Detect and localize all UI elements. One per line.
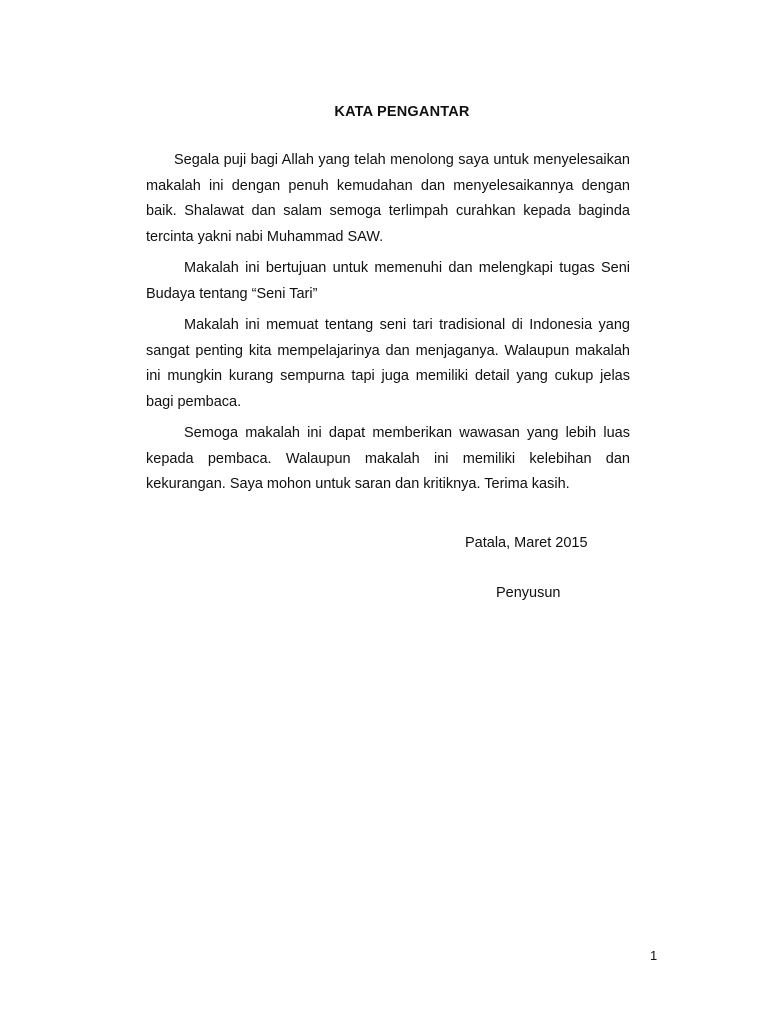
paragraph-3: Makalah ini memuat tentang seni tari tradisional di Indonesia yang sangat penting kita mempelajarinya dan menjaganya. Walaupun makalah ini mungkin kurang sempurna tapi juga memiliki detail yang cukup jelas bagi pembaca. bbox=[146, 317, 630, 410]
page-number: 1 bbox=[650, 948, 658, 963]
paragraph-2: Makalah ini bertujuan untuk memenuhi dan melengkapi tugas Seni Budaya tentang “Seni Tari” bbox=[146, 260, 630, 302]
author-label: Penyusun bbox=[496, 585, 561, 601]
page-title: KATA PENGANTAR bbox=[334, 104, 470, 120]
place-date: Patala, Maret 2015 bbox=[465, 535, 588, 551]
paragraph-4: Semoga makalah ini dapat memberikan wawasan yang lebih luas kepada pembaca. Walaupun makalah ini memiliki kelebihan dan kekurangan. Saya mohon untuk saran dan kritiknya. Terima kasih. bbox=[146, 425, 630, 492]
body-text bbox=[146, 148, 630, 504]
paragraph-1: Segala puji bagi Allah yang telah menolong saya untuk menyelesaikan makalah ini dengan penuh kemudahan dan menyelesaikannya dengan baik. Shalawat dan salam semoga terlimpah curahkan kepada baginda tercinta yakni nabi Muhammad SAW. bbox=[146, 152, 630, 245]
